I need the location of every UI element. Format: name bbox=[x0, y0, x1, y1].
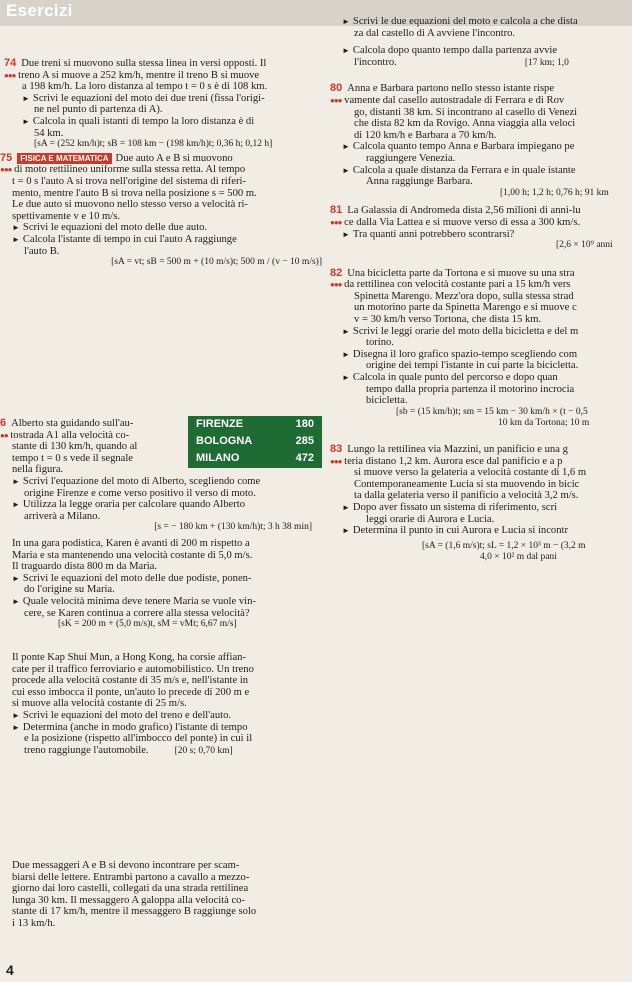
question: Disegna il loro grafico spazio-tempo scegliendo com bbox=[352, 348, 578, 360]
sign-row bbox=[188, 433, 322, 450]
question: Scrivi le due equazioni del moto e calcola a che dista bbox=[352, 16, 578, 27]
exercise-number: 6 bbox=[0, 417, 7, 429]
question: bicicletta. bbox=[366, 395, 408, 407]
sign-km: 180 bbox=[295, 418, 314, 430]
answer: [sb = (15 km/h)t; sm = 15 km − 30 km/h × (t − 0,5 bbox=[396, 406, 588, 417]
triangle-bullet-icon: ► bbox=[342, 502, 350, 512]
text-line: Contemporaneamente Lucia si sta muovendo in bicic bbox=[354, 478, 580, 490]
text-line: ce dalla Via Lattea e si muove verso di essa a 300 km/s. bbox=[344, 216, 581, 228]
triangle-bullet-icon: ► bbox=[12, 722, 20, 732]
difficulty-dots: ●●● bbox=[330, 280, 342, 290]
exercise-number: 80 bbox=[330, 82, 343, 95]
question: Scrivi le leggi orarie del moto della bicicletta e del m bbox=[352, 325, 579, 337]
triangle-bullet-icon: ► bbox=[342, 373, 350, 383]
text-line: da rettilinea con velocità costante pari a 15 km/h vers bbox=[344, 279, 571, 291]
question: l'incontro. bbox=[354, 56, 397, 68]
difficulty-dots: ●●● bbox=[0, 165, 12, 175]
question: torino. bbox=[366, 337, 394, 349]
text-line: di moto rettilineo uniforme sulla stessa retta. Al tempo bbox=[14, 164, 246, 176]
exercise-number: 75 bbox=[0, 151, 13, 164]
text-line: di 120 km/h e Barbara a 70 km/h. bbox=[354, 129, 497, 141]
question: leggi orarie di Aurora e Lucia. bbox=[366, 513, 495, 525]
text-line: La Galassia di Andromeda dista 2,56 milioni di anni-lu bbox=[347, 205, 581, 217]
text-line: ta dalla gelateria verso il panificio a velocità 3,2 m/s. bbox=[354, 490, 579, 502]
exercise-79 bbox=[0, 860, 322, 930]
text-line: Due messaggeri A e B si devono incontrare per scam- bbox=[12, 860, 240, 871]
text-line: mento, mentre l'auto B si trova nella posizione s = 500 m. bbox=[12, 187, 257, 199]
exercise-number: 81 bbox=[330, 204, 343, 217]
text-line: Una bicicletta parte da Tortona e si muove su una stra bbox=[347, 267, 575, 279]
triangle-bullet-icon: ► bbox=[12, 596, 20, 606]
triangle-bullet-icon: ► bbox=[342, 165, 350, 175]
exercise-82 bbox=[330, 268, 630, 430]
answer: [2,6 × 10⁹ anni bbox=[556, 240, 613, 251]
text-line: Il ponte Kap Shui Mun, a Hong Kong, ha corsie affian- bbox=[12, 652, 246, 663]
exercise-number: 82 bbox=[330, 266, 343, 279]
exercise-75 bbox=[0, 153, 322, 269]
question: Tra quanti anni potrebbero scontrarsi? bbox=[352, 228, 515, 240]
answer: [sA = (252 km/h)t; sB = 108 km − (198 km/h)t; 0,36 h; 0,12 h] bbox=[34, 139, 273, 150]
text-line: Spinetta Marengo. Mezz'ora dopo, sulla stessa strad bbox=[354, 290, 574, 302]
question: Calcola l'istante di tempo in cui l'auto A raggiunge bbox=[22, 233, 237, 245]
difficulty-dots: ●●● bbox=[330, 217, 342, 227]
question: Scrivi le equazioni del moto del treno e dell'auto. bbox=[22, 709, 232, 721]
triangle-bullet-icon: ► bbox=[342, 142, 350, 152]
road-sign bbox=[188, 416, 322, 468]
triangle-bullet-icon: ► bbox=[22, 93, 30, 103]
question: 54 km. bbox=[34, 127, 64, 139]
question: origine dei tempi l'istante in cui parte la bicicletta. bbox=[366, 360, 579, 372]
difficulty-dots: ●● bbox=[0, 430, 8, 440]
text-line: biarsi delle lettere. Entrambi partono a cavallo a mezzo- bbox=[12, 871, 250, 883]
text-line: v = 30 km/h verso Tortona, che dista 15 km. bbox=[354, 314, 542, 326]
question: Calcola dopo quanto tempo dalla partenza avvie bbox=[352, 45, 558, 57]
text-line: go, distanti 38 km. Si incontrano al casello di Venezi bbox=[354, 106, 578, 118]
exercise-number: 83 bbox=[330, 443, 343, 455]
text-line: Anna e Barbara partono nello stesso istante rispe bbox=[347, 83, 555, 95]
text-line: stante di 130 km/h, quando al bbox=[12, 441, 138, 453]
question: l'auto B. bbox=[24, 245, 60, 257]
text-line: un motorino parte da Spinetta Marengo e si muove c bbox=[354, 302, 577, 314]
exercise-83 bbox=[330, 444, 630, 564]
text-line: i 13 km/h. bbox=[12, 917, 56, 929]
question: e la posizione (rispetto all'imbocco del ponte) in cui il bbox=[24, 733, 253, 745]
exercise-number: 74 bbox=[4, 57, 17, 69]
text-line: che dista 82 km da Rovigo. Anna viaggia alla veloci bbox=[354, 118, 576, 130]
text-line: tostrada A1 alla velocità co- bbox=[10, 429, 130, 441]
difficulty-dots: ●●● bbox=[330, 456, 342, 466]
triangle-bullet-icon: ► bbox=[342, 17, 350, 26]
difficulty-dots: ●●● bbox=[330, 95, 342, 105]
triangle-bullet-icon: ► bbox=[342, 326, 350, 336]
text-line: tempo t = 0 s vede il segnale bbox=[12, 452, 134, 464]
text-line: t = 0 s l'auto A si trova nell'origine del sistema di riferi- bbox=[12, 175, 246, 187]
text-line: Alberto sta guidando sull'au- bbox=[11, 418, 134, 429]
triangle-bullet-icon: ► bbox=[12, 223, 20, 233]
question: Scrivi l'equazione del moto di Alberto, scegliendo come bbox=[22, 475, 261, 487]
triangle-bullet-icon: ► bbox=[12, 573, 20, 583]
exercise-79-questions bbox=[330, 16, 630, 69]
text-line: a 198 km/h. La loro distanza al tempo t = 0 s è di 108 km. bbox=[22, 81, 268, 93]
answer: 4,0 × 10² m dal pani bbox=[480, 552, 557, 563]
text-line: procede alla velocità costante di 35 m/s e, nell'istante in bbox=[12, 675, 249, 687]
triangle-bullet-icon: ► bbox=[342, 349, 350, 359]
text-line: si muove verso la gelateria a velocità costante di 1,6 m bbox=[354, 467, 587, 479]
text-line: cate per il traffico ferroviario e automobilistico. Un treno bbox=[12, 663, 254, 675]
triangle-bullet-icon: ► bbox=[12, 234, 20, 244]
left-column bbox=[0, 58, 322, 269]
page-title: Esercizi bbox=[6, 1, 73, 20]
triangle-bullet-icon: ► bbox=[342, 229, 350, 239]
answer: [sK = 200 m + (5,0 m/s)t, sM = vMt; 6,67 m/s] bbox=[58, 619, 237, 630]
triangle-bullet-icon: ► bbox=[342, 46, 350, 56]
sign-city: BOLOGNA bbox=[196, 435, 253, 447]
sign-km: 285 bbox=[295, 435, 314, 447]
triangle-bullet-icon: ► bbox=[22, 116, 30, 126]
question: do l'origine su Maria. bbox=[24, 584, 115, 596]
question: Determina il punto in cui Aurora e Lucia si incontr bbox=[352, 525, 568, 537]
triangle-bullet-icon: ► bbox=[12, 710, 20, 720]
text-line: Due auto A e B si muovono bbox=[115, 152, 233, 164]
answer: [sA = (1,6 m/s)t; sL = 1,2 × 10³ m − (3,2 m bbox=[422, 540, 586, 551]
text-line: Il traguardo dista 800 m da Maria. bbox=[12, 561, 158, 573]
question: ne nel punto di partenza di A). bbox=[34, 104, 163, 116]
text-line: lunga 30 km. Il messaggero A galoppa alla velocità co- bbox=[12, 894, 245, 906]
sign-row bbox=[188, 450, 322, 467]
triangle-bullet-icon: ► bbox=[12, 476, 20, 486]
topic-badge: FISICA E MATEMATICA bbox=[17, 153, 111, 165]
right-column bbox=[330, 16, 630, 564]
triangle-bullet-icon: ► bbox=[12, 500, 20, 510]
answer: [1,00 h; 1,2 h; 0,76 h; 91 km bbox=[500, 187, 609, 198]
exercise-78 bbox=[0, 652, 322, 757]
text-line: Le due auto si muovono nello stesso verso a velocità ri- bbox=[12, 199, 248, 211]
difficulty-dots: ●●● bbox=[4, 70, 16, 80]
question: cere, se Karen continua a correre alla stessa velocità? bbox=[24, 607, 250, 619]
text-line: si muove alla velocità costante di 25 m/s. bbox=[12, 698, 187, 710]
text-line: nella figura. bbox=[12, 464, 64, 476]
question: origine Firenze e come verso positivo il verso di moto. bbox=[24, 487, 256, 499]
question: Scrivi le equazioni del moto delle due auto. bbox=[22, 222, 208, 234]
exercise-74 bbox=[0, 58, 322, 151]
sign-row bbox=[188, 416, 322, 433]
text-line: Lungo la rettilinea via Mazzini, un panificio e una g bbox=[347, 444, 568, 455]
text-line: stante di 17 km/h, mentre il messaggero B raggiunge solo bbox=[12, 906, 257, 918]
text-line: spettivamente v e 10 m/s. bbox=[12, 210, 120, 222]
text-line: treno A si muove a 252 km/h, mentre il treno B si muove bbox=[18, 69, 260, 81]
question: treno raggiunge l'automobile. bbox=[24, 744, 149, 756]
text-line: cui esso imbocca il ponte, un'auto lo precede di 200 m e bbox=[12, 686, 250, 698]
exercise-77 bbox=[0, 538, 322, 631]
answer: 10 km da Tortona; 10 m bbox=[498, 418, 590, 429]
text-line: Maria e sta mantenendo una velocità costante di 5,0 m/s. bbox=[12, 549, 253, 561]
question: Determina (anche in modo grafico) l'istante di tempo bbox=[22, 721, 248, 733]
question: tempo dalla propria partenza il motorino incrocia bbox=[366, 383, 575, 395]
text-line: teria distano 1,2 km. Aurora esce dal panificio e a p bbox=[344, 455, 563, 467]
exercise-80 bbox=[330, 83, 630, 199]
answer: [17 km; 1,0 bbox=[524, 57, 569, 68]
triangle-bullet-icon: ► bbox=[342, 526, 350, 536]
question: arriverà a Milano. bbox=[24, 510, 101, 522]
question: Calcola in quale punto del percorso e dopo quan bbox=[352, 372, 558, 384]
text-line: vamente dal casello autostradale di Ferrara e di Rov bbox=[344, 94, 565, 106]
text-line: giorno dai loro castelli, collegati da una strada rettilinea bbox=[12, 883, 249, 895]
sign-city: MILANO bbox=[196, 452, 240, 464]
question: Calcola a quale distanza da Ferrara e in quale istante bbox=[352, 164, 576, 176]
question: Dopo aver fissato un sistema di riferimento, scri bbox=[352, 501, 558, 513]
sign-km: 472 bbox=[295, 452, 314, 464]
text-line: Due treni si muovono sulla stessa linea in versi opposti. Il bbox=[21, 58, 267, 69]
page-number: 4 bbox=[6, 962, 14, 978]
question: Calcola quanto tempo Anna e Barbara impiegano pe bbox=[352, 141, 575, 153]
question: za dal castello di A avviene l'incontro. bbox=[354, 27, 516, 39]
question: raggiungere Venezia. bbox=[366, 152, 456, 164]
text-line: In una gara podistica, Karen è avanti di 200 m rispetto a bbox=[12, 538, 250, 549]
answer: [sA = vt; sB = 500 m + (10 m/s)t; 500 m / (v − 10 m/s)] bbox=[111, 257, 322, 268]
question: Anna raggiunge Barbara. bbox=[366, 176, 473, 188]
question: Calcola in quali istanti di tempo la loro distanza è di bbox=[32, 115, 255, 127]
question: Quale velocità minima deve tenere Maria se vuole vin- bbox=[22, 595, 256, 607]
question: Scrivi le equazioni del moto delle due podiste, ponen- bbox=[22, 572, 252, 584]
exercise-81 bbox=[330, 205, 630, 251]
sign-city: FIRENZE bbox=[196, 418, 244, 430]
question: Utilizza la legge oraria per calcolare quando Alberto bbox=[22, 499, 245, 511]
answer: [s = − 180 km + (130 km/h)t; 3 h 38 min] bbox=[154, 522, 312, 533]
answer: [20 s; 0,70 km] bbox=[174, 745, 233, 756]
question: Scrivi le equazioni del moto dei due treni (fissa l'origi- bbox=[32, 92, 265, 104]
